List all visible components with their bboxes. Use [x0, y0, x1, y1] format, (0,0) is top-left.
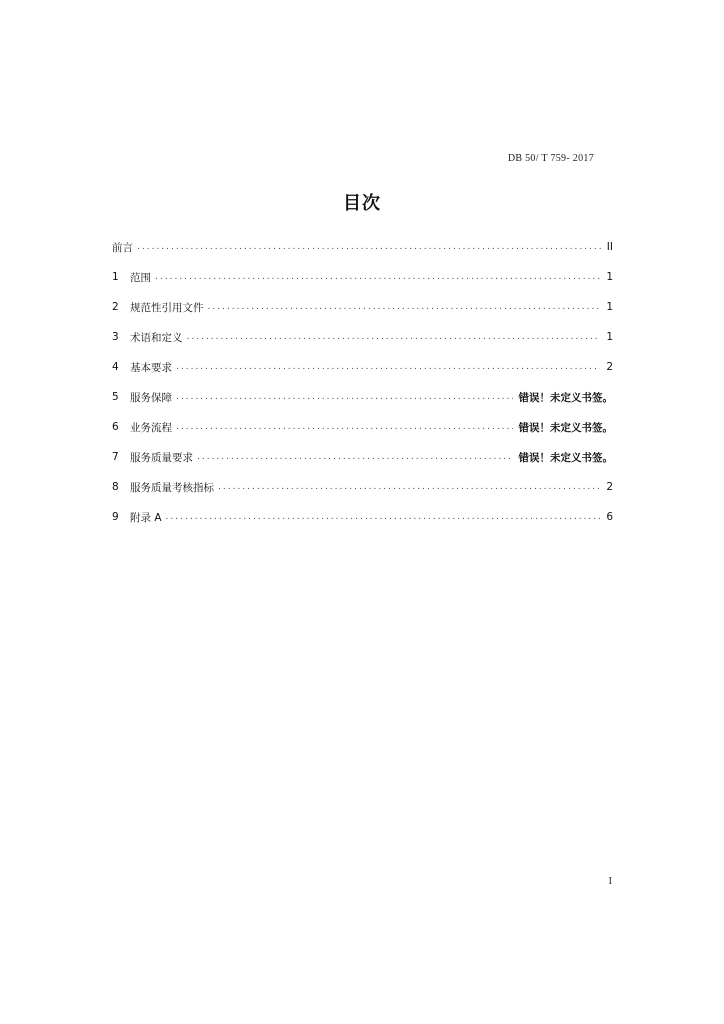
- toc-entry-label: 基本要求: [130, 361, 172, 374]
- toc-entry-number: 7: [112, 451, 119, 463]
- toc-entry-appendix-a[interactable]: [112, 502, 613, 532]
- toc-entry-number: 5: [112, 391, 119, 403]
- page-number: I: [608, 876, 612, 887]
- toc-entry-label: 范围: [130, 271, 151, 284]
- toc-entry-number: 8: [112, 481, 119, 493]
- toc-leader-dots: [218, 482, 600, 492]
- toc-leader-dots: [176, 422, 513, 432]
- toc-leader-dots: [176, 362, 600, 372]
- toc-entry-number: 4: [112, 361, 119, 373]
- toc-entry-number: 2: [112, 301, 119, 313]
- toc-entry-label: 前言: [112, 241, 133, 254]
- toc-entry-page: 6: [606, 511, 613, 523]
- table-of-contents: [112, 232, 613, 532]
- toc-entry-page: 2: [606, 361, 613, 373]
- toc-entry-page-error: 错误！未定义书签。: [518, 391, 613, 404]
- toc-entry-terms-definitions[interactable]: [112, 322, 613, 352]
- toc-entry-page: 1: [606, 271, 613, 283]
- toc-entry-page-error: 错误！未定义书签。: [518, 451, 613, 464]
- toc-entry-service-quality-requirements[interactable]: [112, 442, 613, 472]
- toc-entry-number: 3: [112, 331, 119, 343]
- toc-entry-service-guarantee[interactable]: [112, 382, 613, 412]
- document-code: DB 50/ T 759- 2017: [507, 153, 594, 164]
- toc-leader-dots: [166, 512, 601, 522]
- toc-entry-label: 术语和定义: [130, 331, 183, 344]
- toc-entry-page: 2: [606, 481, 613, 493]
- toc-entry-page: 1: [606, 331, 613, 343]
- toc-entry-number: 6: [112, 421, 119, 433]
- toc-leader-dots: [137, 242, 601, 252]
- toc-entry-normative-references[interactable]: [112, 292, 613, 322]
- toc-entry-label: 服务保障: [130, 391, 172, 404]
- page-title: 目次: [343, 193, 381, 214]
- toc-leader-dots: [176, 392, 513, 402]
- toc-entry-label: 附录 A: [130, 511, 162, 524]
- toc-entry-number: 9: [112, 511, 119, 523]
- toc-leader-dots: [155, 272, 600, 282]
- toc-leader-dots: [187, 332, 601, 342]
- toc-entry-quality-assessment-indicators[interactable]: [112, 472, 613, 502]
- toc-entry-label: 服务质量要求: [130, 451, 193, 464]
- toc-entry-scope[interactable]: [112, 262, 613, 292]
- toc-entry-number: 1: [112, 271, 119, 283]
- toc-entry-foreword[interactable]: [112, 232, 613, 262]
- toc-entry-page: II: [606, 241, 613, 253]
- toc-entry-page-error: 错误！未定义书签。: [518, 421, 613, 434]
- toc-entry-label: 业务流程: [130, 421, 172, 434]
- toc-leader-dots: [197, 452, 513, 462]
- toc-entry-label: 服务质量考核指标: [130, 481, 214, 494]
- toc-leader-dots: [208, 302, 601, 312]
- toc-entry-page: 1: [606, 301, 613, 313]
- toc-entry-basic-requirements[interactable]: [112, 352, 613, 382]
- toc-entry-business-process[interactable]: [112, 412, 613, 442]
- toc-entry-label: 规范性引用文件: [130, 301, 204, 314]
